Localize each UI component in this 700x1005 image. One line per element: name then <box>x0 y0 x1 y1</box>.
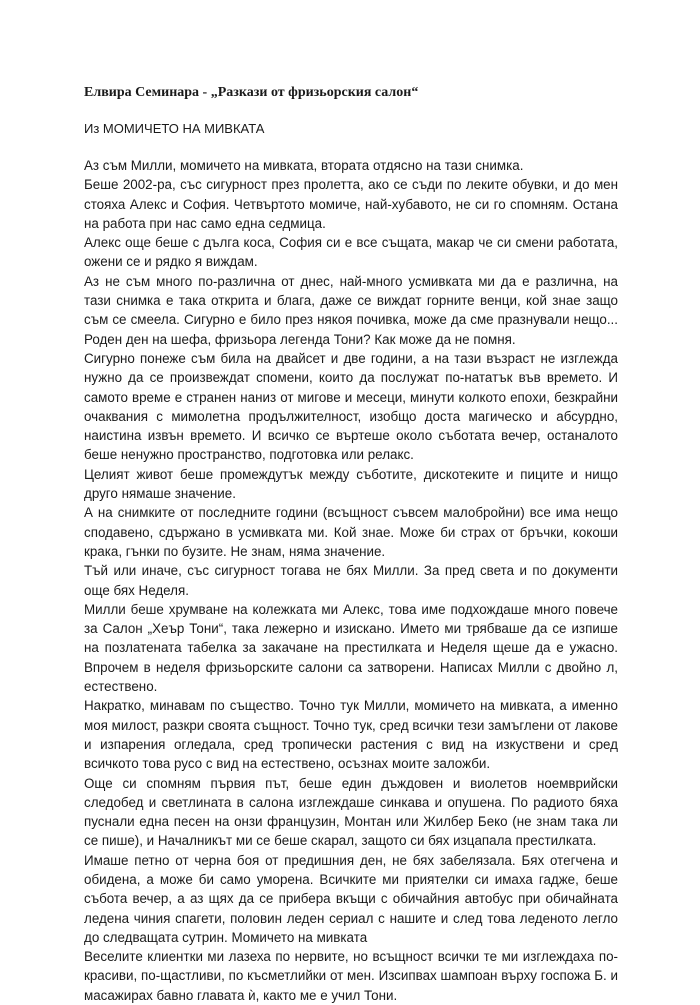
paragraph: А на снимките от последните години (всъщност съвсем малобройни) все има нещо сподавено, сдържано в усмивката ми. Кой знае. Може би страх от бръчки, кокоши крака, гънки по бузите. Не знам, няма значение. <box>84 505 618 559</box>
paragraph: Тъй или иначе, със сигурност тогава не бях Милли. За пред света и по документи още бях Неделя. <box>84 563 618 598</box>
paragraph: Веселите клиентки ми лазеха по нервите, но всъщност всички те ми изглеждаха по-красиви, по-щастливи, по късметлийки от мен. Изсипвах шампоан върху госпожа Б. и масажирах бавно главата ѝ, както ме е учил Тони. <box>84 949 618 1003</box>
paragraph: Милли беше хрумване на колежката ми Алекс, това име подхождаше много повече за Салон „Хеър Тони“, така лежерно и изискано. Името ми трябваше да се изпише на позлатената табелка за закачане на престилката и Неделя щеше да е ужасно. Впрочем в неделя фризьорските салони са затворени. Написах Милли с двойно л, естествено. <box>84 601 618 695</box>
paragraph: Още си спомням първия път, беше един дъждовен и виолетов ноемврийски следобед и светлината в салона изглеждаше синкава и опушена. По радиото бяха пуснали една песен на онзи французин, Монтан или Жилбер Беко (не знам така ли се пише), и Началникът ми се беше скарал, защото си бях изцапала престилката. <box>84 775 618 849</box>
paragraph: Имаше петно от черна боя от предишния ден, не бях забелязала. Бях отегчена и обидена, а може би само уморена. Всичките ми приятелки си имаха гадже, беше събота вечер, а аз щях да се прибера вкъщи с обичайния автобус при обичайната ледена чиния спагети, половин леден сериал с нашите и след това леденото легло до следващата сутрин. Момичето на мивката <box>84 852 618 945</box>
paragraph: Аз не съм много по-различна от днес, най-много усмивката ми да е различна, на тази снимка е така открита и блага, даже се виждат горните венци, кой знае защо съм се смеела. Сигурно е било през някоя почивка, може да сме празнували нещо... Роден ден на шефа, фризьора легенда Тони? Как може да не помня. <box>84 273 618 347</box>
story-body <box>84 156 618 1005</box>
paragraph: Накратко, минавам по същество. Точно тук Милли, момичето на мивката, а именно моя милост, разкри своята същност. Точно тук, сред всички тези замъглени от лакове и изпарения огледала, сред тропически растения с вид на изкуствени и сред всичкото това русо с вид на естествено, осъзнах моите заложби. <box>84 698 618 772</box>
paragraph: Аз съм Милли, момичето на мивката, втората отдясно на тази снимка. <box>84 158 524 173</box>
document-title: Елвира Семинара - „Разкази от фризьорския салон“ <box>84 85 419 100</box>
paragraph: Алекс още беше с дълга коса, София си е все същата, макар че си смени работата, ожени се и рядко я виждам. <box>84 235 618 270</box>
paragraph: Беше 2002-ра, със сигурност през пролетта, ако се съди по леките обувки, и до мен стояха Алекс и София. Четвъртото момиче, най-хубавото, не си го спомням. Остана на работа при нас само една седмица. <box>84 177 618 231</box>
section-title: Из МОМИЧЕТО НА МИВКАТА <box>84 121 265 136</box>
paragraph: Целият живот беше промеждутък между съботите, дискотеките и пиците и нищо друго нямаше значение. <box>84 466 618 502</box>
paragraph: Сигурно понеже съм била на двайсет и две години, а на тази възраст не изглежда нужно да се произвеждат спомени, които да послужат по-нататък във времето. И самото време е странен наниз от мигове и месеци, минути колкото епохи, безкрайни очаквания с мимолетна продължителност, изобщо доста магическо и абсурдно, наистина извън времето. И всичко се въртеше около съботата вечер, останалото беше ненужно пространство, подготовка или релакс. <box>84 350 618 463</box>
